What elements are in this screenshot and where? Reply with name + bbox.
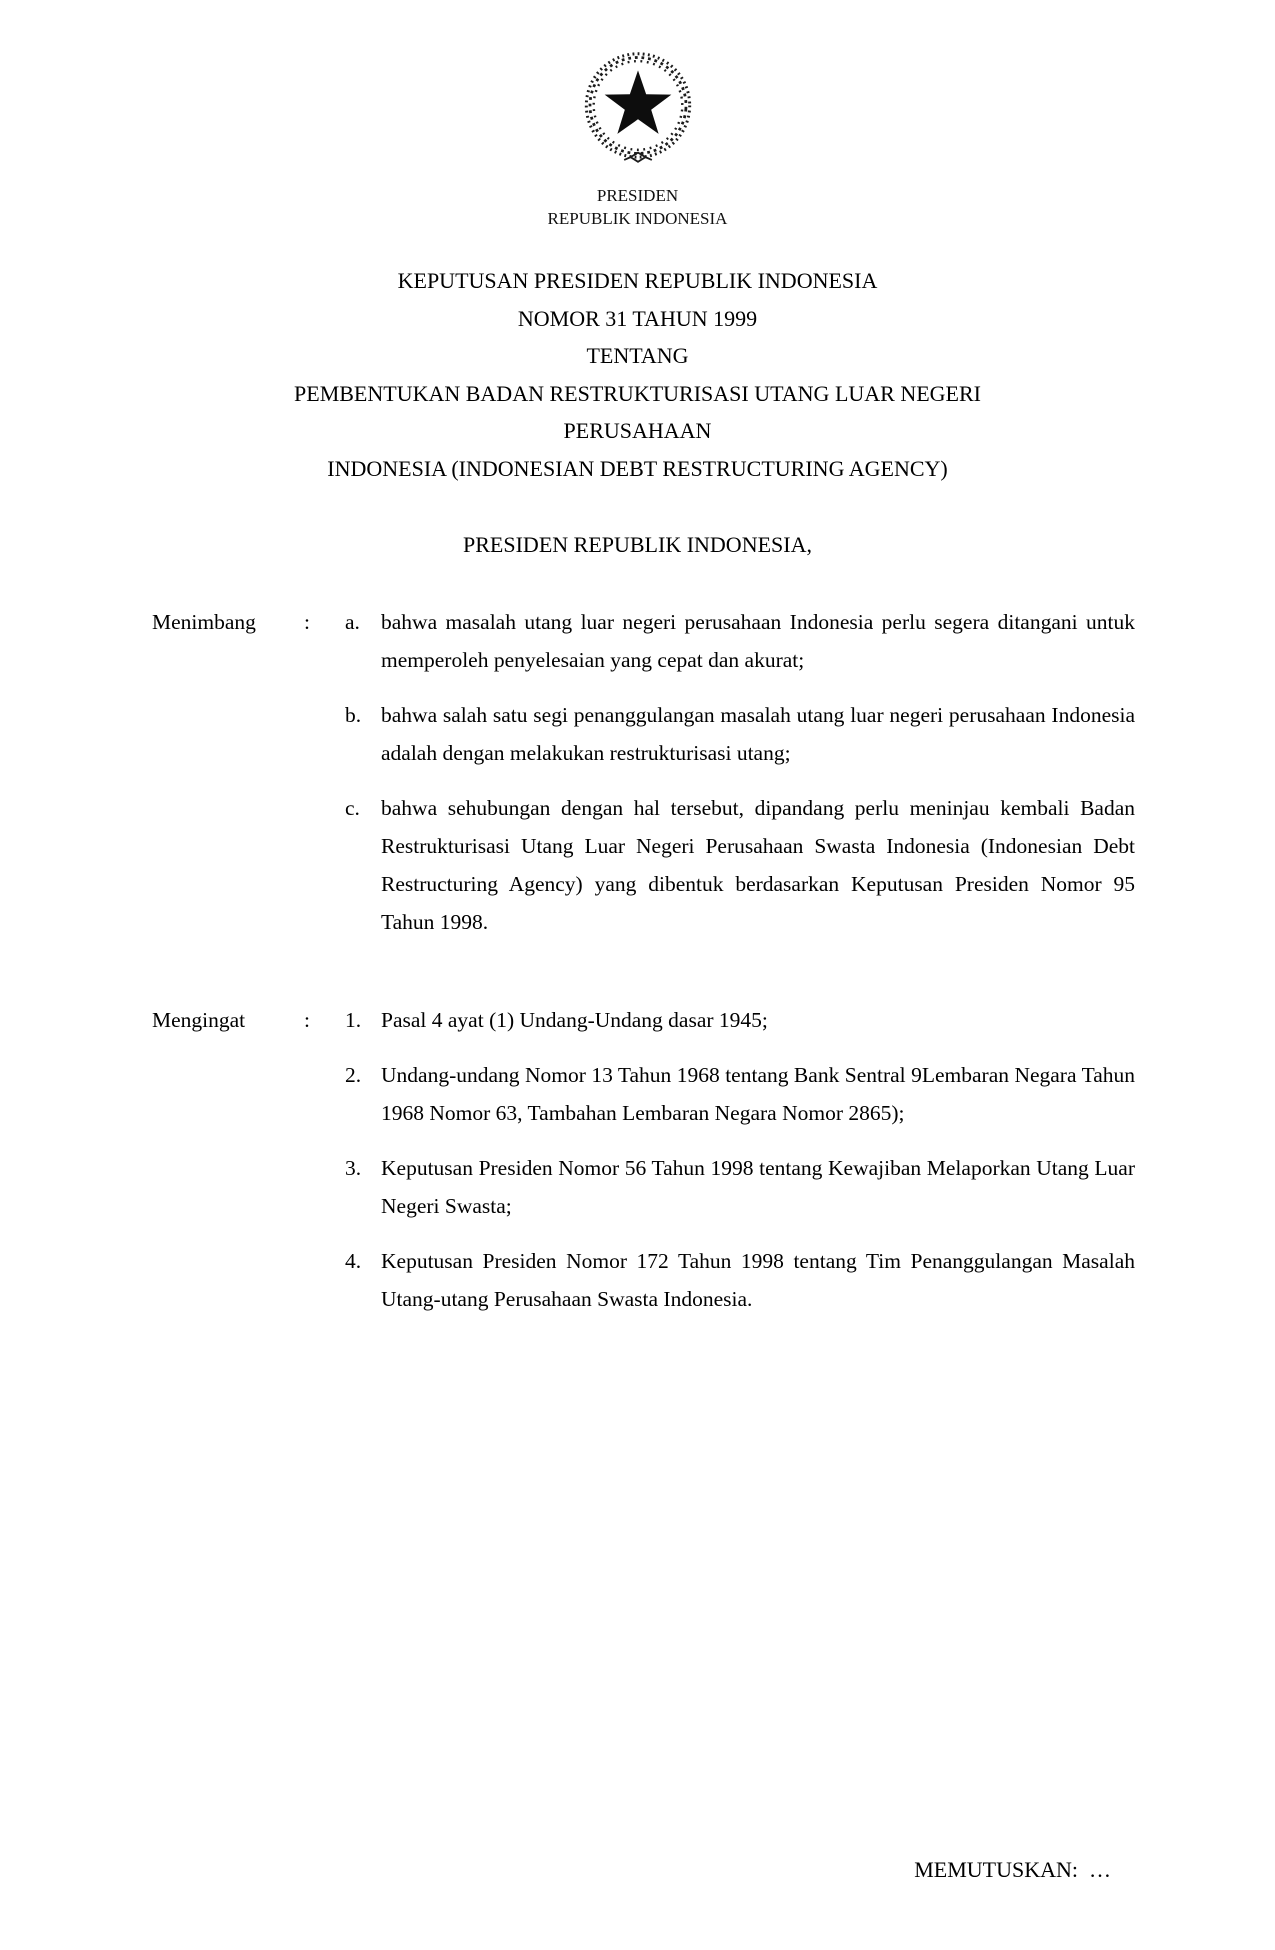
presidential-star-wreath-emblem-icon [578,48,698,174]
list-item [345,1242,1135,1318]
list-item [345,1149,1135,1225]
title-line-3: TENTANG [586,343,689,368]
item-marker: c. [345,796,360,820]
section-label-mengingat: Mengingat [152,1008,246,1032]
item-text: bahwa sehubungan dengan hal tersebut, dipandang perlu meninjau kembali Badan Restrukturisasi Utang Luar Negeri Perusahaan Swasta Indonesia (Indonesian Debt Restructuring Agency) yang dibentuk berdasarkan Keputusan Presiden Nomor 95 Tahun 1998. [381,796,1135,934]
item-marker: 2. [345,1063,362,1087]
item-marker: 1. [345,1008,362,1032]
decree-title-block [0,262,1275,487]
title-line-1: KEPUTUSAN PRESIDEN REPUBLIK INDONESIA [397,268,878,293]
item-marker: b. [345,703,362,727]
list-item [345,603,1135,679]
list-item [345,696,1135,772]
mengingat-items [345,1001,1135,1318]
memutuskan-line: MEMUTUSKAN: … [914,1857,1111,1882]
section-colon: : [304,610,310,634]
item-text: Keputusan Presiden Nomor 56 Tahun 1998 tentang Kewajiban Melaporkan Utang Luar Negeri Swasta; [381,1156,1135,1218]
item-text: Keputusan Presiden Nomor 172 Tahun 1998 tentang Tim Penanggulangan Masalah Utang-utang Perusahaan Swasta Indonesia. [381,1249,1135,1311]
item-marker: 4. [345,1249,362,1273]
list-item [345,1001,1135,1039]
title-line-4: PEMBENTUKAN BADAN RESTRUKTURISASI UTANG LUAR NEGERI [294,380,981,406]
item-text: bahwa salah satu segi penanggulangan masalah utang luar negeri perusahaan Indonesia adalah dengan melakukan restrukturisasi utang; [381,703,1135,765]
title-line-5: PERUSAHAAN [563,418,712,443]
list-item [345,1056,1135,1132]
decree-body [152,603,1135,1318]
letterhead-line-presiden: PRESIDEN [596,186,679,205]
title-line-2: NOMOR 31 TAHUN 1999 [517,305,758,331]
title-line-6: INDONESIA (INDONESIAN DEBT RESTRUCTURING AGENCY) [327,455,948,481]
menimbang-items [345,603,1135,941]
item-text: bahwa masalah utang luar negeri perusahaan Indonesia perlu segera ditangani untuk memperoleh penyelesaian yang cepat dan akurat; [381,610,1135,672]
item-text: Undang-undang Nomor 13 Tahun 1968 tentang Bank Sentral 9Lembaran Negara Tahun 1968 Nomor 63, Tambahan Lembaran Negara Nomor 2865); [381,1063,1135,1125]
section-label-menimbang: Menimbang [152,610,256,634]
item-text: Pasal 4 ayat (1) Undang-Undang dasar 1945; [381,1008,768,1032]
section-mengingat [152,1001,1135,1318]
letterhead-line-republik: REPUBLIK INDONESIA [547,209,728,228]
list-item [345,789,1135,941]
item-marker: 3. [345,1156,362,1180]
item-marker: a. [345,610,360,634]
salutation-line: PRESIDEN REPUBLIK INDONESIA, [463,532,812,557]
section-menimbang [152,603,1135,941]
letterhead [0,48,1275,230]
section-colon: : [304,1008,310,1032]
